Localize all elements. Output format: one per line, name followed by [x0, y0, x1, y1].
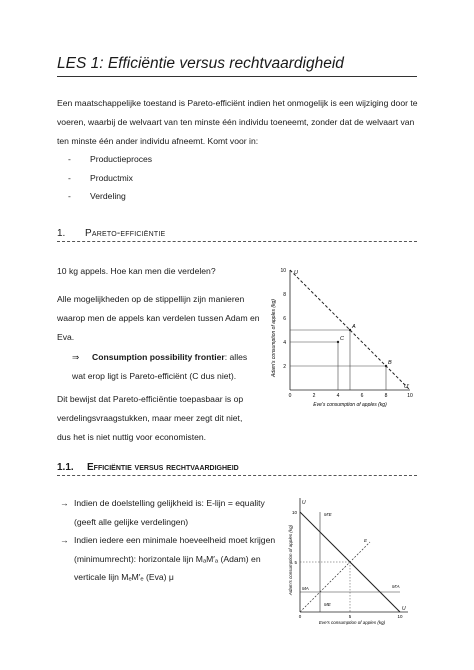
- chart1-xtick: 10: [407, 393, 413, 399]
- chart2-ytick: 10: [291, 510, 297, 515]
- chart2-label-u-right: U: [402, 606, 406, 612]
- chart2-xtick: 10: [397, 614, 403, 619]
- chart1-xtick: 2: [312, 393, 316, 399]
- chart1-xtick: 8: [384, 393, 388, 399]
- chart1-ytick: 10: [280, 268, 286, 274]
- chart1-point: [385, 365, 387, 367]
- chart2-ylabel: Adam's consumption of apples (kg): [288, 524, 293, 596]
- chart1-ylabel: Adam's consumption of apples (kg): [271, 299, 277, 377]
- chart2-label-ma: MA: [302, 586, 309, 591]
- chart2-label-me-prime: M′E: [324, 512, 332, 517]
- arrow-icon: →: [60, 498, 69, 508]
- list-item: → Indien de doelstelling gelijkheid is: E-lijn = equality (geeft alle gelijke verdelingen): [60, 494, 285, 531]
- chart1-right-label: U′: [404, 384, 410, 390]
- page-title: LES 1: Efficiëntie versus rechtvaardigheid: [57, 55, 417, 77]
- chart1-xtick: 4: [336, 393, 340, 399]
- section1-conclusion: Dit bewijst dat Pareto-efficiëntie toepasbaar is op verdelingsvraagstukken, maar meer zegt dit niet, dus het is niet nuttig voor economisten.: [57, 394, 244, 442]
- chart-efficiency-equity: [280, 492, 420, 632]
- chart1-ytick: 4: [283, 340, 286, 346]
- implies-arrow-icon: ⇒: [72, 352, 80, 362]
- list-item: - Verdeling: [68, 191, 126, 202]
- chart1-ytick: 2: [283, 364, 286, 370]
- chart1-xlabel: Eve's consumption of apples (kg): [313, 402, 387, 408]
- chart1-point: [349, 329, 351, 331]
- arrow-icon: →: [60, 535, 69, 545]
- section-heading-1: 1. Pareto-efficiëntie: [57, 228, 417, 242]
- chart1-point-label: B: [388, 360, 392, 366]
- domain-list: [68, 150, 152, 206]
- chart1-ytick: 8: [283, 292, 286, 298]
- chart1-xtick: 6: [360, 393, 364, 399]
- chart2-ytick: 5: [294, 560, 297, 565]
- chart1-point-label: A: [352, 324, 356, 330]
- chart2-label-u-top: U: [302, 500, 306, 506]
- chart2-xtick: 5: [348, 614, 352, 619]
- intro-paragraph: Een maatschappelijke toestand is Pareto-efficiënt indien het onmogelijk is een wijziging door te voeren, waarbij de welvaart van ten minste één individu toeneemt, zonder dat de welvaart van ten minste één ander individu afneemt. Komt voor in:: [57, 98, 418, 146]
- chart1-ytick: 6: [283, 316, 286, 322]
- chart2-xtick: 0: [298, 614, 302, 619]
- list-item: - Productmix: [68, 172, 133, 183]
- cpf-note: ⇒ Consumption possibility frontier: alles wat erop ligt is Pareto-efficiënt (C dus niet).: [72, 348, 262, 386]
- chart2-label-e: E: [364, 538, 368, 543]
- chart1-top-label: U: [294, 270, 298, 276]
- list-item: - Productieproces: [68, 154, 153, 165]
- chart2-label-me: ME: [324, 602, 331, 607]
- list-item: → Indien iedere een minimale hoeveelheid moet krijgen (minimumrecht): horizontale lijn MₐM′ₐ (Adam) en verticale lijn MₑM′ₑ (Eva) μ: [60, 531, 285, 587]
- section1-paragraph: Alle mogelijkheden op de stippellijn zijn manieren waarop men de appels kan verdelen tussen Adam en Eva.: [57, 294, 260, 342]
- chart2-line-e: [300, 542, 370, 612]
- chart-consumption-frontier: [265, 262, 425, 412]
- cpf-term: Consumption possibility frontier: [92, 352, 225, 362]
- section1-question: 10 kg appels. Hoe kan men die verdelen?: [57, 266, 216, 276]
- chart1-xtick: 0: [288, 393, 292, 399]
- chart2-label-ma-prime: M′A: [392, 584, 400, 589]
- chart1-point: [337, 341, 339, 343]
- section11-bullets: [60, 494, 285, 587]
- chart1-point-label: C: [340, 336, 344, 342]
- chart2-xlabel: Eve's consumption of apples (kg): [318, 620, 386, 625]
- section-heading-1-1: 1.1. Efficiëntie versus rechtvaardigheid: [57, 462, 417, 476]
